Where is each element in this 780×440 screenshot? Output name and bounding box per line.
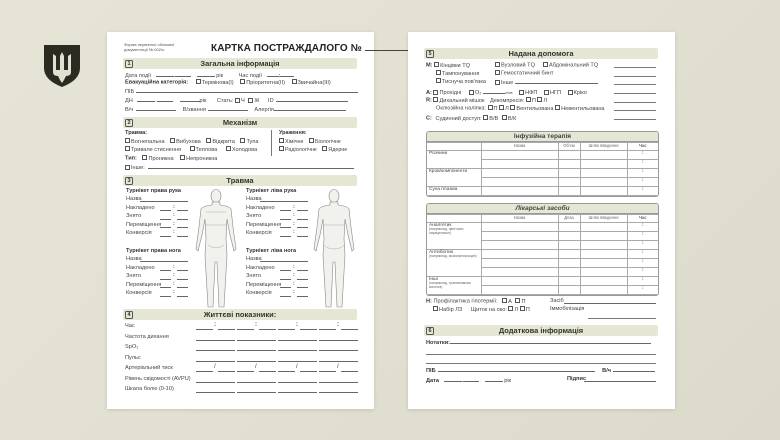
a-npa-checkbox[interactable]: НФП [519, 90, 537, 96]
med-row: Аналгетик (наприклад, фентаніл, парацетамол) : [427, 223, 658, 232]
eye-right-checkbox[interactable]: П [520, 307, 530, 313]
signature-field[interactable] [584, 376, 656, 382]
lesion-chemical-checkbox[interactable]: Хімічне [279, 139, 303, 145]
rank-field[interactable] [208, 105, 248, 111]
occlusive-right-checkbox[interactable]: П [488, 106, 498, 112]
decompression-right-checkbox[interactable]: П [526, 98, 536, 104]
casualty-card-page-front: Форма первинної облікової документації № 002/о КАРТКА ПОСТРАЖДАЛОГО № 1 Загальна інформація Дата події . рік Час події : Евакуаційна категорія: Термінова(I) Пріоритетна(II) Звичайна(III) ПІБ ДН . рік Стать: Ч Ж ID В/ч В/звання Алергія 2 Механізм Травма: Вогнепальна Вибухова Відкрита Тупа Тривале стиснення Теплова Холодова Ураження: Хімічне Біологічне Радіологічне Ядерне Тип: Проникна Непроникна Інше: 3 Травма Турнікет права рука Назва Накладено : Знято : Переміщення : Конверсія : Турнікет права нога Назва Накладено : Знято : Переміщення : Конверсія : Турнікет ліва рука Назва Накладено : Знято : Переміщення : Конверсія : Турнікет ліва нога Назва Накладено : Знято : Переміщення : Конверсія : 4 Життєві показники: Час : : : : Частота дихання SpO₂ Пульс Артеріальний тиск / / / / Рівень свідомості (AVPU) Шкала болю (0-10) [107, 32, 374, 409]
m-other-checkbox[interactable]: Інше [495, 78, 598, 87]
lesion-options-row-1 [279, 138, 341, 146]
dob-row: ДН . рік Стать: Ч Ж ID [125, 96, 348, 105]
infusion-row: Суха плазма : [427, 187, 658, 196]
tourniquet-right-arm: Турнікет права рука Назва Накладено : Знято : Переміщення : Конверсія : [126, 188, 182, 237]
m-pressure-checkbox[interactable]: Тиснуча пов'язка [436, 79, 486, 85]
notes-field[interactable] [450, 338, 651, 344]
evac-urgent-checkbox[interactable]: Термінова(I) [196, 80, 234, 86]
vitals-row-resp-rate: Частота дихання [125, 333, 169, 340]
unit-row: В/ч В/звання Алергія [125, 105, 346, 114]
trauma-open-checkbox[interactable]: Відкрита [206, 139, 235, 145]
body-back-diagram[interactable] [309, 187, 359, 310]
c-row: C: Судинний доступ: В/В В/К [426, 115, 517, 122]
eye-left-checkbox[interactable]: Л [508, 307, 518, 313]
infusion-row: Розчини : [427, 151, 658, 160]
lesion-options-row-2 [279, 146, 347, 154]
trauma-crush-checkbox[interactable]: Тривале стиснення [125, 147, 181, 153]
pib-field[interactable] [136, 87, 358, 93]
vitals-row-bp: Артеріальний тиск / / / / [125, 364, 339, 371]
dob-year-field[interactable] [180, 96, 200, 102]
m-row-1: M: Кінцівки TQ Вузловий TQ Абдомінальний TQ [426, 62, 599, 69]
a-patent-checkbox[interactable]: Прохідні [433, 90, 461, 96]
trauma-cold-checkbox[interactable]: Холодова [226, 147, 257, 153]
trauma-options-row-1 [125, 138, 258, 146]
notes-row: Нотатки: [426, 338, 651, 347]
card-title: КАРТКА ПОСТРАЖДАЛОГО № [211, 43, 415, 54]
med-row: : [427, 286, 658, 295]
hypothermia-passive-checkbox[interactable]: П [515, 299, 525, 305]
means-field[interactable] [564, 298, 656, 304]
vascular-iv-checkbox[interactable]: В/В [483, 116, 498, 122]
a-cric-checkbox[interactable]: Кріко [568, 90, 587, 96]
h-row-1: H: Профілактика гіпотермії: А П Засіб [426, 298, 525, 306]
trident-shield-emblem-icon [43, 44, 81, 88]
other-checkbox[interactable]: Інше: [125, 165, 145, 171]
section-additional-info: 6 Додаткова інформація [424, 325, 658, 336]
vitals-row-pain: Шкала болю (0-10) [125, 386, 174, 392]
vascular-io-checkbox[interactable]: В/К [502, 116, 517, 122]
med-row: Антибіотик (наприклад, моксифлоксацин) : [427, 250, 658, 259]
other-row [125, 163, 354, 172]
immobilization-field[interactable] [588, 318, 656, 319]
card-header [124, 42, 362, 56]
a-row: A: Прохідні O₂ л/хв НФП НГП Кріко [426, 90, 587, 96]
event-date-row: Дата події . рік Час події : [125, 71, 294, 80]
pib-row: ПІБ [125, 87, 357, 96]
a-o2-checkbox[interactable]: O₂ [469, 90, 482, 96]
trauma-thermal-checkbox[interactable]: Теплова [190, 147, 218, 153]
vitals-row-pulse: Пульс [125, 354, 141, 361]
vitals-row-time: Час : : : : [125, 322, 339, 329]
dob-month-field[interactable] [157, 96, 173, 102]
sign-date-row: Дата . рік Підпис [426, 376, 511, 385]
type-penetrating-checkbox[interactable]: Проникна [142, 156, 173, 162]
body-front-diagram[interactable] [191, 187, 241, 310]
event-minute-field[interactable] [280, 71, 294, 77]
section-trauma: 3 Травма [123, 175, 357, 186]
evac-routine-checkbox[interactable]: Звичайна(III) [292, 80, 331, 86]
med-row: : [427, 241, 658, 250]
section-number: 1 [125, 60, 133, 68]
allergy-field[interactable] [274, 105, 346, 111]
occlusive-left-checkbox[interactable]: Л [499, 106, 509, 112]
casualty-card-page-back [408, 32, 675, 409]
r-row-2: Оклюзійна наліпка: П Л Вентильована Невентильована [436, 105, 605, 112]
hypothermia-active-checkbox[interactable]: А [502, 299, 512, 305]
a-sga-checkbox[interactable]: НГП [544, 90, 561, 96]
infusion-row: : [427, 160, 658, 169]
other-field[interactable] [148, 163, 354, 169]
tourniquet-left-arm: Турнікет ліва рука Назва Накладено : Знято : Переміщення : Конверсія : [246, 188, 297, 237]
vital-signs-grid [125, 322, 358, 396]
occlusive-vented-checkbox[interactable]: Вентильована [510, 106, 553, 112]
signer-row: ПІБ В/ч [426, 366, 655, 375]
event-day-field[interactable] [156, 71, 174, 77]
h-row-2: Набір ЛЗ Щиток на око: Л П Іммобілізація [433, 306, 530, 314]
m-hemostatic-checkbox[interactable]: Гемостатичний бинт [495, 70, 553, 78]
kit-checkbox[interactable]: Набір ЛЗ [433, 307, 462, 313]
event-month-field[interactable] [175, 71, 191, 77]
type-row: Тип: Проникна Непроникна [125, 155, 218, 162]
lesion-radiological-checkbox[interactable]: Радіологічне [279, 147, 317, 153]
section-care-provided: 5 Надана допомога [424, 48, 658, 59]
trauma-blast-checkbox[interactable]: Вибухова [170, 139, 201, 145]
med-row: : [427, 268, 658, 277]
tourniquet-right-leg: Турнікет права нога Назва Накладено : Знято : Переміщення : Конверсія : [126, 248, 181, 297]
section-general-info [123, 58, 357, 69]
m-row-2 [436, 70, 554, 78]
infusion-therapy-table: Інфузійна терапія Назва Об'єм Шлях введення Час Розчини : : Кров/компоненти : : Суха плазма : [426, 131, 659, 197]
sex-female-checkbox[interactable]: Ж [248, 98, 259, 104]
tourniquet-left-leg: Турнікет ліва нога Назва Накладено : Знято : Переміщення : Конверсія : [246, 248, 297, 297]
evac-priority-checkbox[interactable]: Пріоритетна(II) [240, 80, 285, 86]
medications-table: Лікарські засоби Назва Доза Шлях введення Час Аналгетик (наприклад, фентаніл, парацетамол) : : : Антибіотик (наприклад, моксифлоксацин) : : : Інші (наприклад, транексамова кислота) : : [426, 203, 659, 296]
dob-day-field[interactable] [137, 96, 155, 102]
med-row: : [427, 232, 658, 241]
signer-pib-field[interactable] [438, 366, 595, 372]
section-title: Загальна інформація [200, 59, 280, 68]
med-row: Інші (наприклад, транексамова кислота) : [427, 277, 658, 286]
trauma-blunt-checkbox[interactable]: Тупа [240, 139, 258, 145]
lesion-biological-checkbox[interactable]: Біологічне [309, 139, 341, 145]
vitals-row-avpu: Рівень свідомості (AVPU) [125, 375, 191, 382]
m-junctional-tq-checkbox[interactable]: Вузловий TQ [495, 62, 535, 70]
column-divider [271, 130, 272, 156]
form-number: Форма первинної облікової документації № 002/о [124, 42, 175, 52]
evac-category-row: Евакуаційна категорія: Термінова(I) Пріоритетна(II) Звичайна(III) [125, 79, 331, 86]
trauma-gunshot-checkbox[interactable]: Вогнепальна [125, 139, 165, 145]
m-row-3 [436, 78, 514, 86]
decompression-left-checkbox[interactable]: Л [537, 98, 547, 104]
type-nonpenetrating-checkbox[interactable]: Непроникна [180, 156, 217, 162]
signer-unit-field[interactable] [613, 366, 655, 372]
r-row-1: R: Дихальний мішок Декомпресія: П Л [426, 97, 548, 104]
trauma-options-row-2 [125, 146, 257, 154]
id-field[interactable] [276, 96, 348, 102]
vitals-row-spo2: SpO₂ [125, 344, 139, 350]
occlusive-nonvented-checkbox[interactable]: Невентильована [555, 106, 604, 112]
infusion-row: : [427, 178, 658, 187]
unit-field[interactable] [136, 105, 176, 111]
m-limb-tq-checkbox[interactable]: Кінцівки TQ [434, 63, 470, 69]
infusion-row: Кров/компоненти : [427, 169, 658, 178]
r-bag-checkbox[interactable]: Дихальний мішок [433, 98, 484, 104]
med-row: : [427, 259, 658, 268]
event-year-field[interactable] [197, 71, 215, 77]
sex-male-checkbox[interactable]: Ч [235, 98, 245, 104]
section-vital-signs: 4 Життєві показники: [123, 309, 357, 320]
event-hour-field[interactable] [267, 71, 279, 77]
m-packing-checkbox[interactable]: Тампонування [436, 71, 479, 77]
section-mechanism: 2 Механізм [123, 117, 357, 128]
m-abdominal-tq-checkbox[interactable]: Абдомінальний TQ [543, 62, 598, 70]
lesion-nuclear-checkbox[interactable]: Ядерне [322, 147, 347, 153]
